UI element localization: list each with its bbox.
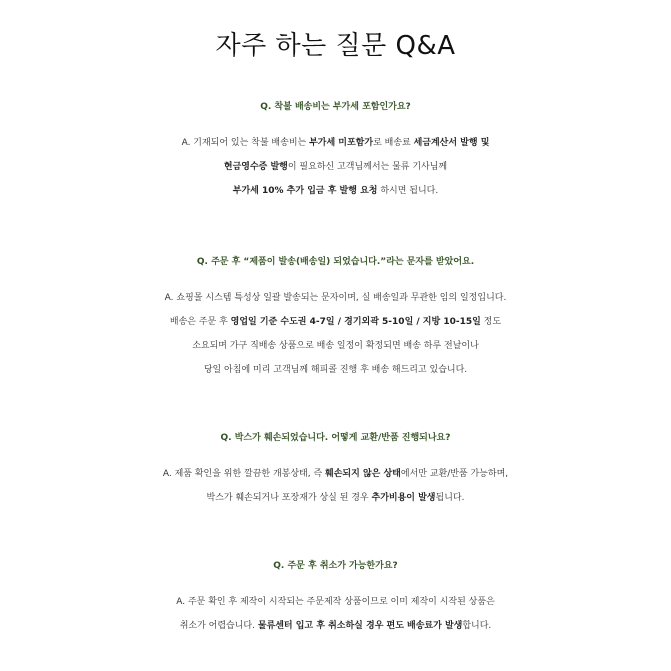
- faq-answer: [0, 286, 671, 382]
- answer-text: A. 주문 확인 후 제작이 시작되는 주문제작 상품이므로 이미 제작이 시작된 상품은: [176, 597, 495, 607]
- answer-line: [0, 179, 671, 203]
- answer-line: [0, 286, 671, 310]
- answer-text: 하시면 됩니다.: [377, 186, 439, 196]
- answer-text: 합니다.: [462, 621, 492, 631]
- answer-line: [0, 310, 671, 334]
- faq-question: Q. 주문 후 취소가 가능한가요?: [273, 561, 398, 571]
- answer-emphasis: 부가세 미포함가: [309, 138, 374, 148]
- answer-text: A. 쇼핑몰 시스템 특성상 일괄 발송되는 문자이며, 실 배송일과 무관한 임의 일정입니다.: [164, 293, 507, 303]
- answer-emphasis: 부가세 10% 추가 입금 후 발행 요청: [232, 186, 378, 196]
- answer-line: [0, 486, 671, 510]
- answer-line: [0, 590, 671, 614]
- answer-line: [0, 358, 671, 382]
- answer-line: [0, 334, 671, 358]
- faq-answer: [0, 590, 671, 638]
- faq-answer: [0, 462, 671, 510]
- answer-text: 이 필요하신 고객님께서는 물류 기사님께: [287, 162, 448, 172]
- page-title: 자주 하는 질문 Q&A: [215, 31, 456, 61]
- answer-text: 당일 아침에 미리 고객님께 해피콜 진행 후 배송 해드리고 있습니다.: [203, 365, 468, 375]
- answer-text: 에서만 교환/반품 가능하며,: [400, 469, 509, 479]
- answer-emphasis: 영업일 기준 수도권 4-7일 / 경기외곽 5-10일 / 지방 10-15일: [230, 317, 481, 327]
- answer-text: 배송은 주문 후: [169, 317, 231, 327]
- faq-answer: [0, 131, 671, 203]
- faq-question: Q. 주문 후 “제품이 발송(배송일) 되었습니다.”라는 문자를 받았어요.: [196, 257, 475, 267]
- answer-text: 로 배송료: [373, 138, 414, 148]
- answer-emphasis: 훼손되지 않은 상태: [325, 469, 401, 479]
- answer-line: [0, 131, 671, 155]
- faq-item-damaged-box: [0, 427, 671, 510]
- answer-text: 정도: [480, 317, 502, 327]
- answer-text: A. 기재되어 있는 착불 배송비는: [181, 138, 310, 148]
- answer-line: [0, 462, 671, 486]
- answer-line: [0, 614, 671, 638]
- answer-text: 박스가 훼손되거나 포장재가 상실 된 경우: [206, 493, 372, 503]
- answer-line: [0, 155, 671, 179]
- faq-question: Q. 박스가 훼손되었습니다. 어떻게 교환/반품 진행되나요?: [220, 433, 451, 443]
- faq-item-shipping-message: [0, 251, 671, 382]
- faq-item-cancellation: [0, 555, 671, 638]
- answer-emphasis: 세금계산서 발행 및: [413, 138, 490, 148]
- faq-question: Q. 착불 배송비는 부가세 포함인가요?: [260, 102, 411, 112]
- answer-text: 됩니다.: [435, 493, 465, 503]
- faq-item-vat: [0, 96, 671, 203]
- answer-emphasis: 추가비용이 발생: [371, 493, 436, 503]
- answer-text: 소요되며 가구 직배송 상품으로 배송 일정이 확정되면 배송 하루 전날이나: [192, 341, 479, 351]
- answer-text: A. 제품 확인을 위한 깔끔한 개봉상태, 즉: [162, 469, 326, 479]
- answer-text: 취소가 어렵습니다.: [179, 621, 258, 631]
- answer-emphasis: 현금영수증 발행: [223, 162, 288, 172]
- answer-emphasis: 물류센터 입고 후 취소하실 경우 편도 배송료가 발생: [257, 621, 463, 631]
